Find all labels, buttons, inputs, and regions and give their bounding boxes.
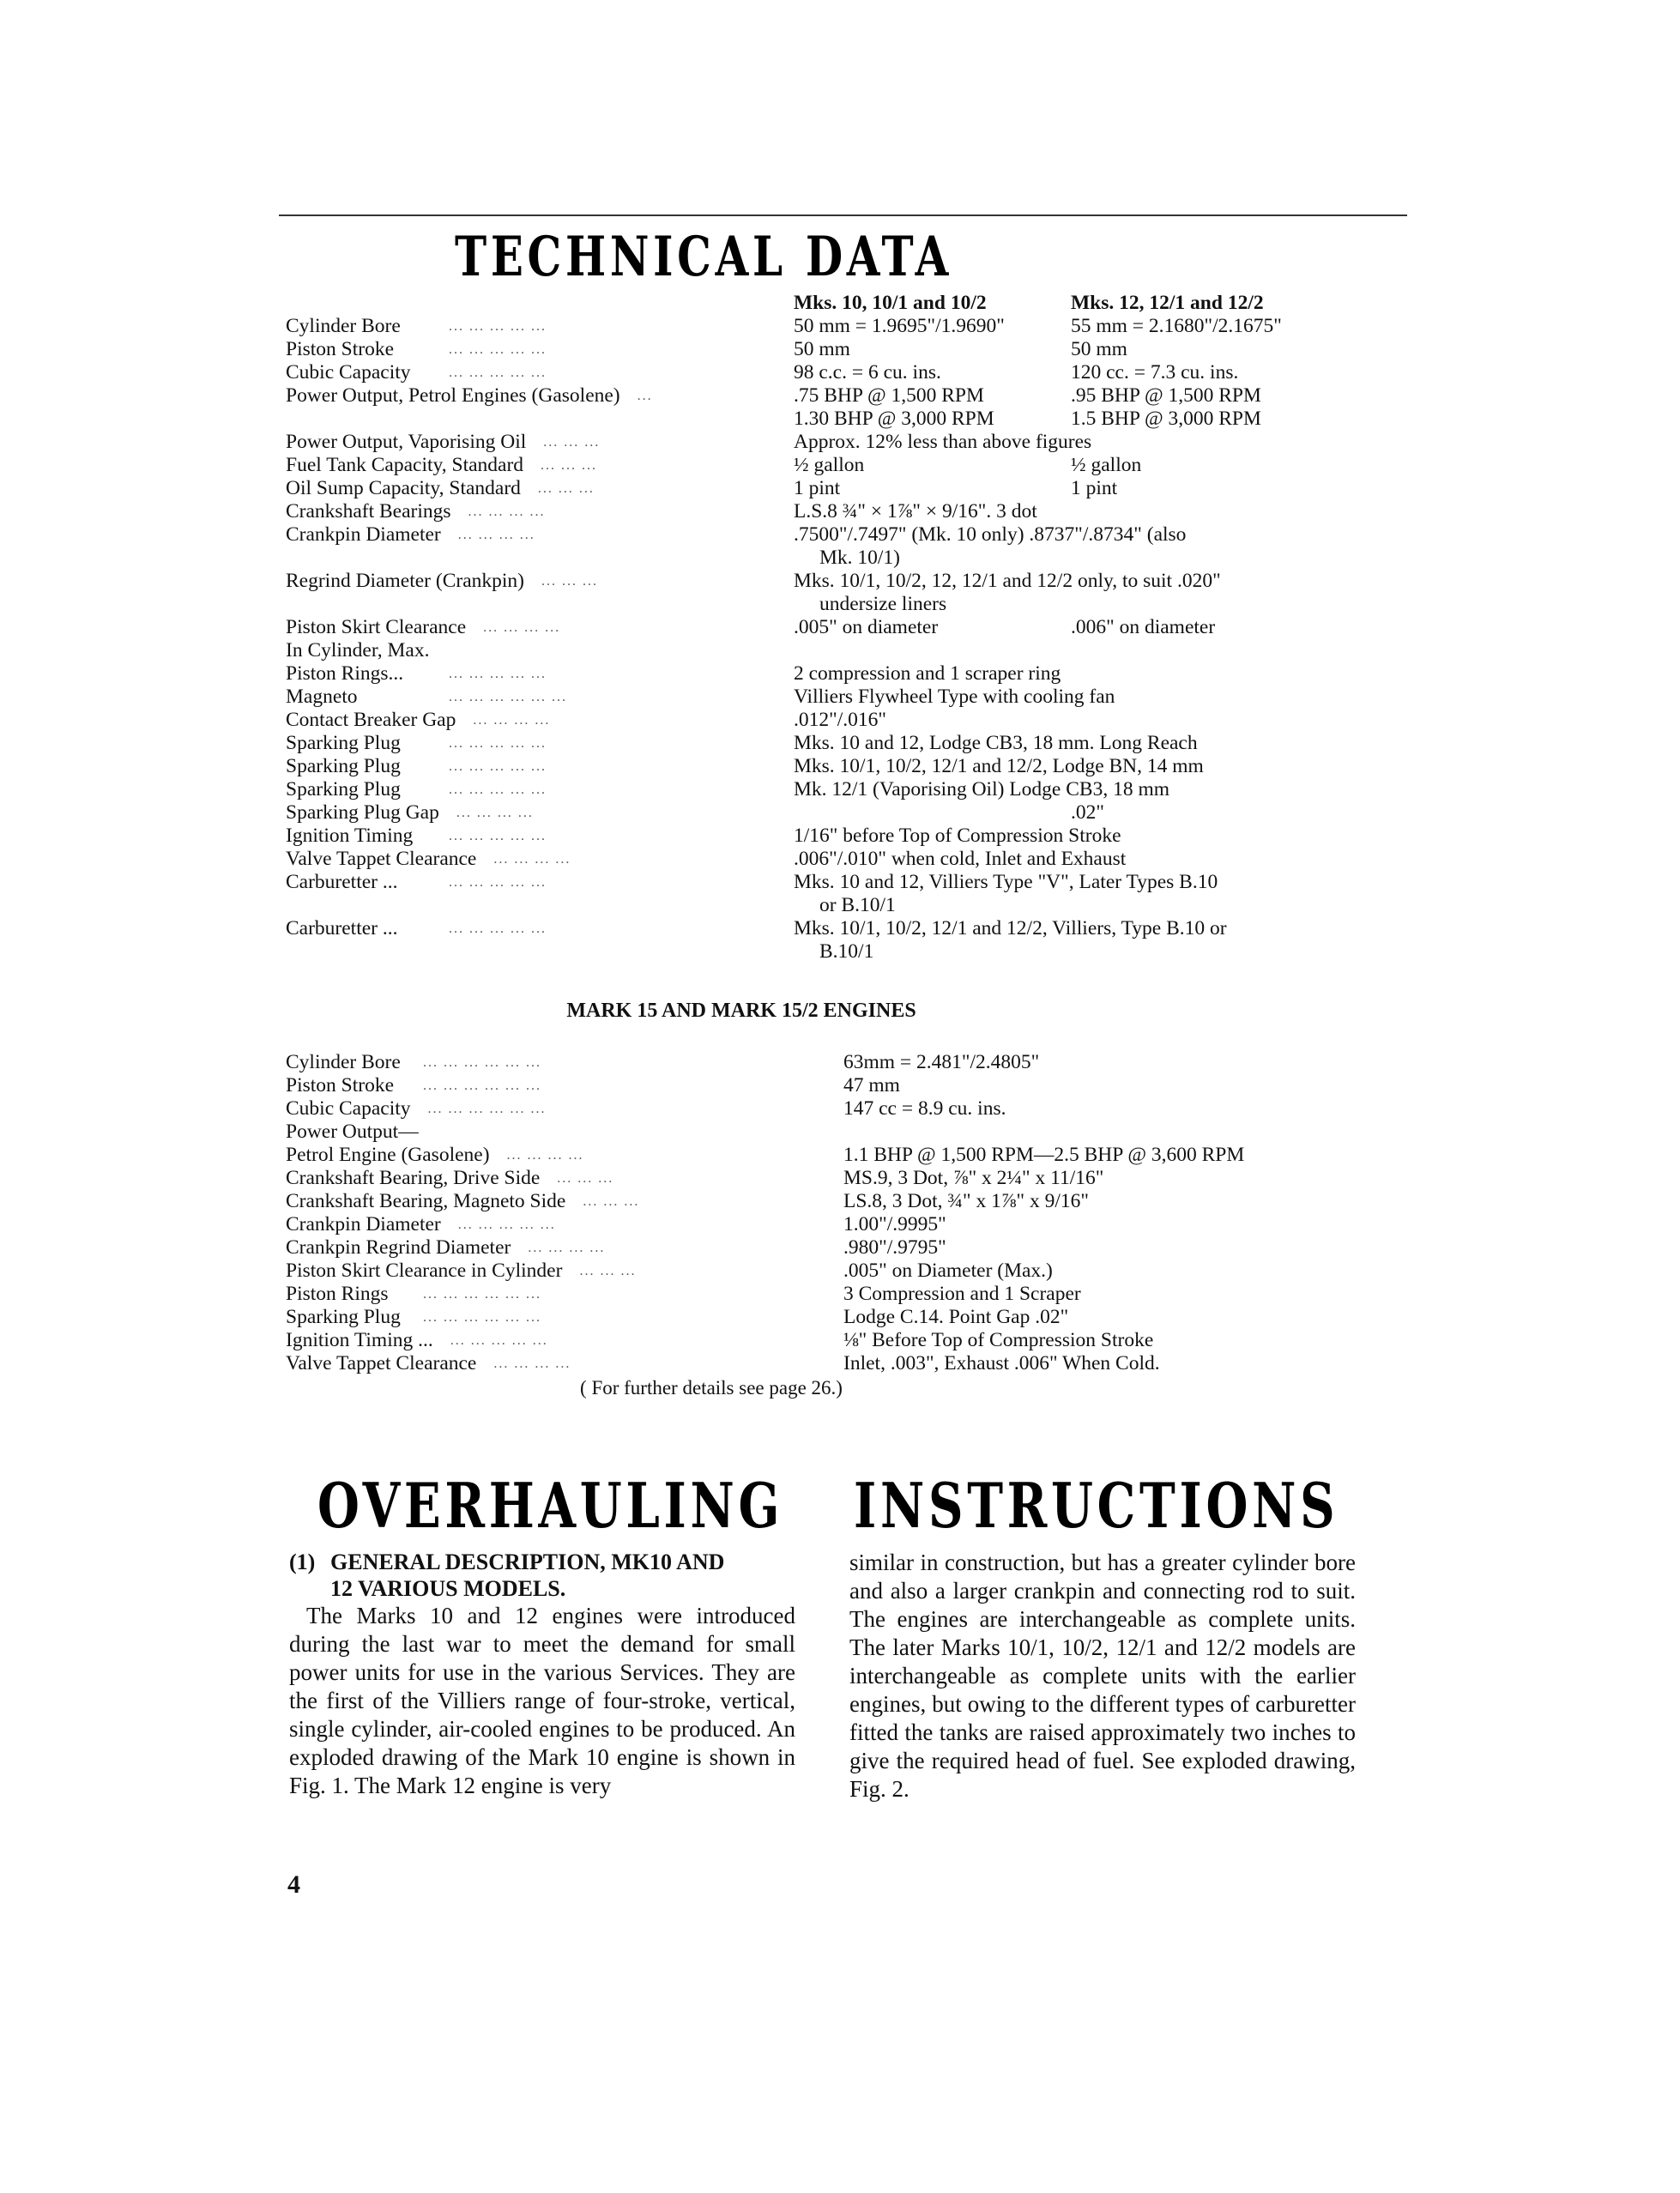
spec-label: Cylinder Bore — [286, 1051, 401, 1073]
leader-dots: ... ... ... ... ... — [450, 1333, 548, 1348]
spec-row — [286, 686, 1401, 709]
leader-dots: ... ... ... ... — [528, 1241, 606, 1255]
leader-dots: ... ... ... ... ... — [457, 1217, 556, 1232]
leader-dots: ... ... ... ... ... — [449, 759, 547, 774]
spec-label: Piston Stroke — [286, 1074, 395, 1096]
spec-value: .980"/.9795" — [843, 1236, 946, 1259]
spec-label: Contact Breaker Gap — [286, 709, 456, 731]
spec-value: .7500"/.7497" (Mk. 10 only) .8737"/.8734" (also — [794, 523, 1187, 546]
spec-label: Ignition Timing ... — [286, 1329, 433, 1351]
spec-row — [286, 1213, 1401, 1236]
spec-label: Piston Stroke — [286, 338, 395, 360]
spec-row — [286, 1074, 1401, 1097]
spec-row — [286, 1283, 1401, 1306]
spec-label: Power Output, Petrol Engines (Gasolene) — [286, 384, 620, 407]
spec-row — [286, 523, 1401, 547]
right-text-column — [849, 1549, 1356, 1803]
spec-row — [286, 709, 1401, 732]
spec-value: 63mm = 2.481"/2.4805" — [843, 1051, 1040, 1073]
spec-row — [286, 755, 1401, 778]
spec-label: Piston Rings — [286, 1283, 389, 1305]
spec-value-mk10: 50 mm = 1.9695"/1.9690" — [794, 315, 1005, 337]
spec-value: .012"/.016" — [794, 709, 886, 731]
spec-label: Sparking Plug — [286, 732, 401, 754]
spec-value: Mks. 10/1, 10/2, 12/1 and 12/2, Villiers, Type B.10 or — [794, 917, 1227, 939]
spec-row — [286, 616, 1401, 639]
spec-value-continued: or B.10/1 — [819, 894, 896, 916]
section-number: (1) — [289, 1550, 316, 1574]
spec-row — [286, 408, 1401, 431]
spec-value-continued: undersize liners — [819, 593, 947, 615]
spec-label: Fuel Tank Capacity, Standard — [286, 454, 524, 476]
leader-dots: ... ... ... ... — [456, 806, 534, 820]
leader-dots: ... ... ... — [543, 435, 601, 450]
spec-row — [286, 1306, 1401, 1329]
spec-label: Cylinder Bore — [286, 315, 401, 337]
spec-row — [286, 384, 1401, 408]
spec-value-mk12: .006" on diameter — [1071, 616, 1216, 638]
mark15-table — [286, 1051, 1401, 1375]
spec-label: Sparking Plug — [286, 755, 401, 777]
leader-dots: ... ... ... ... ... — [449, 875, 547, 890]
spec-value: Lodge C.14. Point Gap .02" — [843, 1306, 1069, 1328]
spec-value-mk12: 55 mm = 2.1680"/2.1675" — [1071, 315, 1282, 337]
leader-dots: ... ... ... — [557, 1171, 614, 1186]
spec-row — [286, 825, 1401, 848]
spec-label: Cubic Capacity — [286, 361, 411, 384]
spec-value-mk12: 50 mm — [1071, 338, 1127, 360]
spec-label: Piston Skirt Clearance in Cylinder — [286, 1260, 563, 1282]
spec-row — [286, 917, 1401, 940]
spec-value-continued: Mk. 10/1) — [819, 547, 900, 569]
leader-dots: ... ... ... ... ... ... — [423, 1055, 541, 1070]
spec-row — [286, 1260, 1401, 1283]
column-header-mk10: Mks. 10, 10/1 and 10/2 — [794, 292, 987, 314]
spec-row — [286, 1236, 1401, 1260]
spec-label: In Cylinder, Max. — [286, 639, 430, 662]
spec-row — [286, 1167, 1401, 1190]
leader-dots: ... ... ... ... ... ... — [423, 1310, 541, 1325]
leader-dots: ... ... ... ... ... — [449, 829, 547, 843]
spec-value-mk10: 1.30 BHP @ 3,000 RPM — [794, 408, 994, 430]
spec-label: Valve Tappet Clearance — [286, 848, 477, 870]
spec-row-continued — [286, 894, 1401, 917]
leader-dots: ... ... ... ... ... — [449, 782, 547, 797]
left-paragraph: The Marks 10 and 12 engines were introduced during the last war to meet the demand for small power units for use in the various Services. They are the first of the Villiers range of four-stroke, vertical, single cylinder, air-cooled engines to be produced. An exploded drawing of the Mark 10 engine is shown in Fig. 1. The Mark 12 engine is very — [289, 1603, 795, 1798]
spec-row — [286, 431, 1401, 454]
leader-dots: ... ... ... ... ... — [449, 319, 547, 334]
leader-dots: ... ... ... — [579, 1264, 637, 1278]
spec-value-mk12: .02" — [1071, 801, 1104, 824]
leader-dots: ... ... ... ... ... — [449, 366, 547, 380]
spec-label: Sparking Plug — [286, 1306, 401, 1328]
spec-value: 1/16" before Top of Compression Stroke — [794, 825, 1121, 847]
spec-label: Crankpin Diameter — [286, 1213, 441, 1235]
spec-value: LS.8, 3 Dot, ¾" x 1⅞" x 9/16" — [843, 1190, 1089, 1212]
spec-value-mk12: 1 pint — [1071, 477, 1118, 499]
spec-value: 47 mm — [843, 1074, 900, 1096]
spec-value: Mks. 10 and 12, Lodge CB3, 18 mm. Long Reach — [794, 732, 1198, 754]
spec-value-continued: B.10/1 — [819, 940, 874, 963]
spec-row — [286, 1144, 1401, 1167]
spec-value-mk10: ½ gallon — [794, 454, 865, 476]
leader-dots: ... ... ... ... ... — [449, 342, 547, 357]
spec-label: Carburetter ... — [286, 871, 398, 893]
spec-row — [286, 778, 1401, 801]
spec-value-mk12: ½ gallon — [1071, 454, 1142, 476]
leader-dots: ... — [637, 389, 653, 403]
spec-value: Villiers Flywheel Type with cooling fan — [794, 686, 1115, 708]
spec-value-mk10: .75 BHP @ 1,500 RPM — [794, 384, 984, 407]
spec-label: Sparking Plug — [286, 778, 401, 800]
spec-value: MS.9, 3 Dot, ⅞" x 2¼" x 11/16" — [843, 1167, 1104, 1189]
section-heading — [289, 1549, 795, 1602]
spec-label: Crankshaft Bearing, Drive Side — [286, 1167, 541, 1189]
leader-dots: ... ... ... ... — [493, 852, 571, 867]
spec-value: Mks. 10/1, 10/2, 12, 12/1 and 12/2 only, to suit .020" — [794, 570, 1221, 592]
spec-value: 1.00"/.9995" — [843, 1213, 946, 1235]
spec-label: Crankpin Regrind Diameter — [286, 1236, 511, 1259]
spec-label: Sparking Plug Gap — [286, 801, 439, 824]
spec-value: 1.1 BHP @ 1,500 RPM—2.5 BHP @ 3,600 RPM — [843, 1144, 1245, 1166]
spec-value: Approx. 12% less than above figures — [794, 431, 1092, 453]
leader-dots: ... ... ... ... — [493, 1356, 571, 1371]
spec-value: 3 Compression and 1 Scraper — [843, 1283, 1081, 1305]
column-header-row — [286, 292, 1401, 315]
spec-row — [286, 1352, 1401, 1375]
section-heading-line2: 12 VARIOUS MODELS. — [330, 1576, 566, 1601]
spec-label: Crankshaft Bearing, Magneto Side — [286, 1190, 566, 1212]
spec-value: Inlet, .003", Exhaust .006" When Cold. — [843, 1352, 1160, 1374]
leader-dots: ... ... ... — [537, 481, 595, 496]
further-details-note: ( For further details see page 26.) — [580, 1377, 843, 1399]
spec-value: 147 cc = 8.9 cu. ins. — [843, 1097, 1006, 1120]
page-number: 4 — [287, 1870, 300, 1899]
spec-value: .005" on Diameter (Max.) — [843, 1260, 1053, 1282]
spec-value-mk12: 1.5 BHP @ 3,000 RPM — [1071, 408, 1261, 430]
leader-dots: ... ... ... ... ... — [449, 736, 547, 751]
spec-row — [286, 1097, 1401, 1121]
spec-value-mk12: .95 BHP @ 1,500 RPM — [1071, 384, 1261, 407]
spec-value-mk10: 98 c.c. = 6 cu. ins. — [794, 361, 941, 384]
spec-value: ⅛" Before Top of Compression Stroke — [843, 1329, 1154, 1351]
technical-data-table — [286, 292, 1401, 964]
leader-dots: ... ... ... ... ... ... — [423, 1078, 541, 1093]
leader-dots: ... ... ... ... ... — [449, 667, 547, 681]
spec-label: Power Output— — [286, 1121, 419, 1143]
spec-row — [286, 500, 1401, 523]
spec-label: Carburetter ... — [286, 917, 398, 939]
technical-data-title: TECHNICAL DATA — [455, 225, 952, 289]
leader-dots: ... ... ... ... ... — [449, 921, 547, 936]
spec-value: .006"/.010" when cold, Inlet and Exhaust — [794, 848, 1127, 870]
spec-row — [286, 732, 1401, 755]
spec-row — [286, 338, 1401, 361]
top-rule — [279, 214, 1407, 216]
spec-value: Mks. 10/1, 10/2, 12/1 and 12/2, Lodge BN, 14 mm — [794, 755, 1204, 777]
spec-label: Regrind Diameter (Crankpin) — [286, 570, 524, 592]
spec-label: Oil Sump Capacity, Standard — [286, 477, 521, 499]
right-paragraph: similar in construction, but has a greater cylinder bore and also a larger crankpin and connecting rod to suit. The engines are interchangeable as complete units. The later Marks 10/1, 10/2, 12/1 and 12/2 models are interchangeable as complete units with the earlier engines, but owing to the different types of carburetter fitted the tanks are raised approximately two inches to give the required head of fuel. See exploded drawing, Fig. 2. — [849, 1550, 1356, 1802]
leader-dots: ... ... ... ... — [473, 713, 551, 728]
left-text-column — [289, 1549, 795, 1800]
leader-dots: ... ... ... ... — [483, 620, 561, 635]
mark15-heading: MARK 15 AND MARK 15/2 ENGINES — [566, 1000, 916, 1022]
spec-label: Petrol Engine (Gasolene) — [286, 1144, 490, 1166]
spec-value: Mks. 10 and 12, Villiers Type "V", Later Types B.10 — [794, 871, 1218, 893]
leader-dots: ... ... ... — [541, 574, 598, 589]
spec-value-mk10: .005" on diameter — [794, 616, 939, 638]
spec-row — [286, 639, 1401, 662]
spec-label: Piston Rings... — [286, 662, 404, 685]
spec-label: Valve Tappet Clearance — [286, 1352, 477, 1374]
section-heading-line1: GENERAL DESCRIPTION, MK10 AND — [330, 1550, 725, 1574]
spec-label: Cubic Capacity — [286, 1097, 411, 1120]
spec-row — [286, 315, 1401, 338]
spec-label: Crankpin Diameter — [286, 523, 441, 546]
spec-row — [286, 361, 1401, 384]
leader-dots: ... ... ... ... — [468, 504, 546, 519]
spec-value-mk12: 120 cc. = 7.3 cu. ins. — [1071, 361, 1239, 384]
spec-row — [286, 1051, 1401, 1074]
spec-value-mk10: 50 mm — [794, 338, 850, 360]
leader-dots: ... ... ... ... ... ... — [449, 690, 567, 704]
spec-row — [286, 1121, 1401, 1144]
spec-row — [286, 1329, 1401, 1352]
column-header-mk12: Mks. 12, 12/1 and 12/2 — [1071, 292, 1264, 314]
spec-row-continued — [286, 593, 1401, 616]
spec-row-continued — [286, 547, 1401, 570]
spec-value-mk10: 1 pint — [794, 477, 841, 499]
spec-label: Ignition Timing — [286, 825, 414, 847]
leader-dots: ... ... ... — [583, 1194, 640, 1209]
leader-dots: ... ... ... ... — [457, 528, 535, 542]
spec-row — [286, 848, 1401, 871]
spec-value: L.S.8 ¾" × 1⅞" × 9/16". 3 dot — [794, 500, 1037, 523]
spec-row — [286, 801, 1401, 825]
spec-row — [286, 1190, 1401, 1213]
spec-row — [286, 871, 1401, 894]
leader-dots: ... ... ... ... ... ... — [427, 1102, 547, 1116]
overhauling-title: OVERHAULING — [317, 1469, 784, 1542]
spec-label: Power Output, Vaporising Oil — [286, 431, 527, 453]
spec-row-continued — [286, 940, 1401, 964]
spec-row — [286, 570, 1401, 593]
leader-dots: ... ... ... — [541, 458, 598, 473]
spec-row — [286, 477, 1401, 500]
spec-row — [286, 662, 1401, 686]
spec-value: 2 compression and 1 scraper ring — [794, 662, 1061, 685]
leader-dots: ... ... ... ... — [506, 1148, 584, 1163]
spec-label: Magneto — [286, 686, 358, 708]
spec-label: Crankshaft Bearings — [286, 500, 451, 523]
instructions-title: INSTRUCTIONS — [854, 1469, 1339, 1542]
leader-dots: ... ... ... ... ... ... — [423, 1287, 541, 1302]
spec-value: Mk. 12/1 (Vaporising Oil) Lodge CB3, 18 mm — [794, 778, 1169, 800]
spec-row — [286, 454, 1401, 477]
spec-label: Piston Skirt Clearance — [286, 616, 467, 638]
